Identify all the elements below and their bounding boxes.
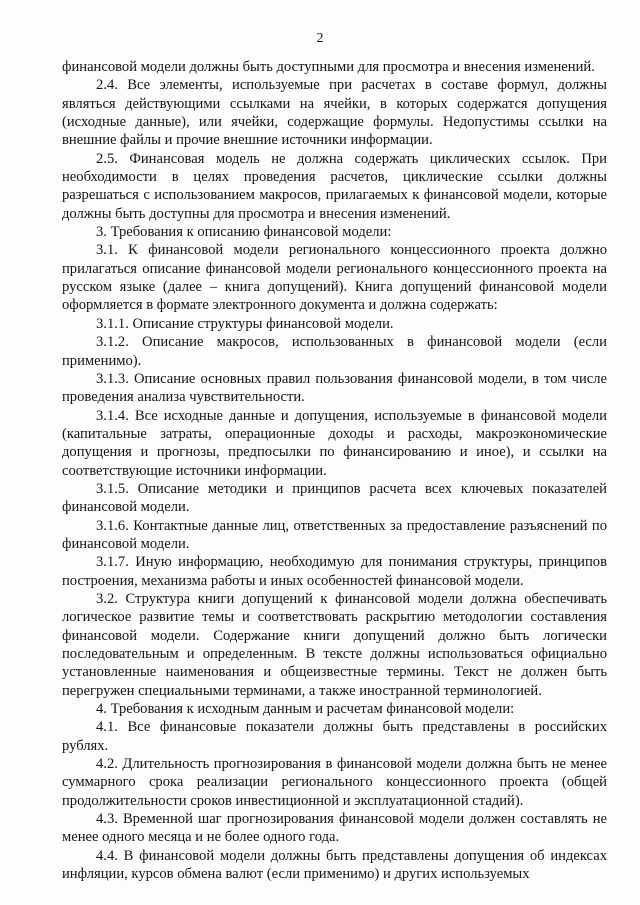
paragraph-3-1-1: 3.1.1. Описание структуры финансовой модели. — [96, 315, 394, 332]
paragraph-4-4: 4.4. В финансовой модели должны быть представлены допущения об индексах инфляции, курсов обмена валют (если применимо) и других используемых — [62, 847, 607, 883]
paragraph-3-1-2: 3.1.2. Описание макросов, использованных в финансовой модели (если применимо). — [62, 334, 607, 369]
section-heading-4: 4. Требования к исходным данным и расчетам финансовой модели: — [96, 701, 515, 718]
paragraph-3-1-4: 3.1.4. Все исходные данные и допущения, используемые в финансовой модели (капитальные затраты, операционные доходы и расходы, макроэкономические допущения и прогнозы, предпосылки по финансированию и иное), и ссылки на соответствующие источники информации. — [62, 407, 607, 479]
page-number: 2 — [316, 31, 324, 46]
paragraph-3-1: 3.1. К финансовой модели регионального концессионного проекта должно прилагаться описание финансовой модели регионального концессионного проекта на русском языке (далее – книга допущений). Книга допущений финансовой модели оформляется в формате электронного документа и должна содержать: — [62, 242, 607, 314]
paragraph-3-1-3: 3.1.3. Описание основных правил пользования финансовой модели, в том числе проведения анализа чувствительности. — [62, 370, 607, 406]
paragraph-2-5: 2.5. Финансовая модель не должна содержать циклических ссылок. При необходимости в целях проведения расчетов, циклические ссылки должны разрешаться с использованием макросов, прилагаемых к финансовой модели, которые должны быть доступны для просмотра и внесения изменений. — [62, 150, 607, 222]
paragraph-4-3: 4.3. Временной шаг прогнозирования финансовой модели должен составлять не менее одного месяца и не более одного года. — [62, 811, 607, 846]
paragraph-continuation: финансовой модели должны быть доступными для просмотра и внесения изменений. — [62, 59, 595, 75]
paragraph-3-2: 3.2. Структура книги допущений к финансовой модели должна обеспечивать логическое развитие темы и соответствовать раскрытию методологии составления финансовой модели. Содержание книги допущений должно быть логически последовательным и определенным. В тексте должны использоваться официально установленные наименования и общеизвестные термины. Текст не должен быть перегружен специальными терминами, а также иностранной терминологией. — [62, 590, 607, 699]
paragraph-2-4: 2.4. Все элементы, используемые при расчетах в составе формул, должны являться действующими ссылками на ячейки, в которых содержатся допущения (исходные данные), или ячейки, содержащие формулы. Недопустимы ссылки на внешние файлы и прочие внешние источники информации. — [62, 77, 607, 149]
document-body — [62, 58, 607, 883]
paragraph-4-1: 4.1. Все финансовые показатели должны быть представлены в российских рублях. — [62, 719, 607, 754]
paragraph-3-1-7: 3.1.7. Иную информацию, необходимую для понимания структуры, принципов построения, механизма работы и иных особенностей финансовой модели. — [62, 554, 607, 589]
section-heading-3: 3. Требования к описанию финансовой модели: — [96, 224, 392, 241]
paragraph-3-1-5: 3.1.5. Описание методики и принципов расчета всех ключевых показателей финансовой модели. — [62, 480, 607, 516]
paragraph-4-2: 4.2. Длительность прогнозирования в финансовой модели должна быть не менее суммарного срока реализации регионального концессионного проекта (общей продолжительности сроков инвестиционной и эксплуатационной стадий). — [62, 756, 607, 809]
paragraph-3-1-6: 3.1.6. Контактные данные лиц, ответственных за предоставление разъяснений по финансовой модели. — [62, 517, 607, 552]
